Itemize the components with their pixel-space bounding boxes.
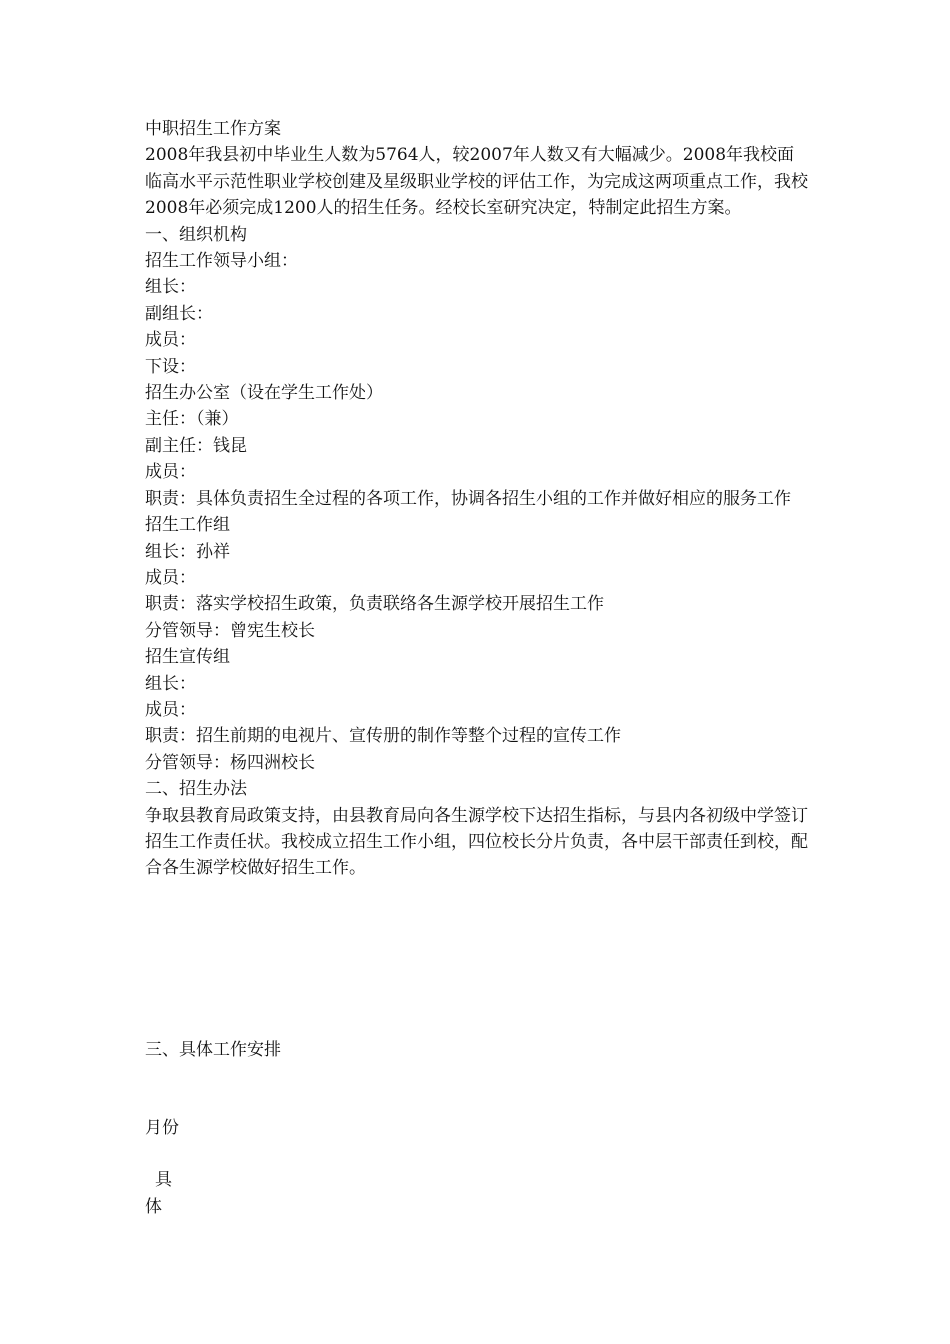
work-group-title: 招生工作组 (145, 515, 230, 536)
section-2-heading: 二、招生办法 (145, 779, 247, 800)
admissions-office-deputy-director: 副主任：钱昆 (145, 435, 247, 456)
work-group-leader: 组长：孙祥 (145, 541, 230, 562)
leading-group-members: 成员： (145, 330, 196, 351)
publicity-group-duty: 职责：招生前期的电视片、宣传册的制作等整个过程的宣传工作 (145, 726, 621, 747)
publicity-group-members: 成员： (145, 699, 196, 720)
section-3-heading: 三、具体工作安排 (145, 1040, 281, 1060)
document-title: 中职招生工作方案 (145, 119, 281, 139)
admissions-office-director: 主任：（兼） (145, 409, 239, 430)
section-2-paragraph: 争取县教育局政策支持，由县教育局向各生源学校下达招生指标，与县内各初级中学签订招生工作责任状。我校成立招生工作小组，四位校长分片负责，各中层干部责任到校，配合各生源学校做好招生工作。 (145, 805, 808, 879)
table-month-header: 月份 (145, 1118, 179, 1138)
work-group-duty: 职责：落实学校招生政策，负责联络各生源学校开展招生工作 (145, 594, 604, 615)
section-1-heading: 一、组织机构 (145, 224, 247, 245)
work-group-members: 成员： (145, 567, 196, 588)
admissions-office-members: 成员： (145, 462, 196, 483)
table-detail-header-char-2: 体 (145, 1197, 162, 1217)
admissions-office-duty: 职责：具体负责招生全过程的各项工作，协调各招生小组的工作并做好相应的服务工作 (145, 488, 791, 509)
leading-group-sub-label: 下设： (145, 356, 196, 377)
work-group-supervisor: 分管领导：曾宪生校长 (145, 620, 315, 641)
admissions-office-title: 招生办公室（设在学生工作处） (145, 383, 383, 404)
publicity-group-title: 招生宣传组 (145, 647, 230, 668)
publicity-group-supervisor: 分管领导：杨四洲校长 (145, 752, 315, 773)
leading-group-title: 招生工作领导小组： (145, 251, 298, 272)
table-detail-header-char-1: 具 (155, 1170, 172, 1190)
publicity-group-leader: 组长： (145, 673, 196, 694)
leading-group-deputy-leader: 副组长： (145, 303, 213, 324)
document-body (145, 116, 810, 882)
leading-group-leader: 组长： (145, 277, 196, 298)
intro-paragraph: 2008年我县初中毕业生人数为5764人，较2007年人数又有大幅减少。2008年我校面临高水平示范性职业学校创建及星级职业学校的评估工作，为完成这两项重点工作，我校2008年必须完成1200人的招生任务。经校长室研究决定，特制定此招生方案。 (145, 145, 808, 219)
